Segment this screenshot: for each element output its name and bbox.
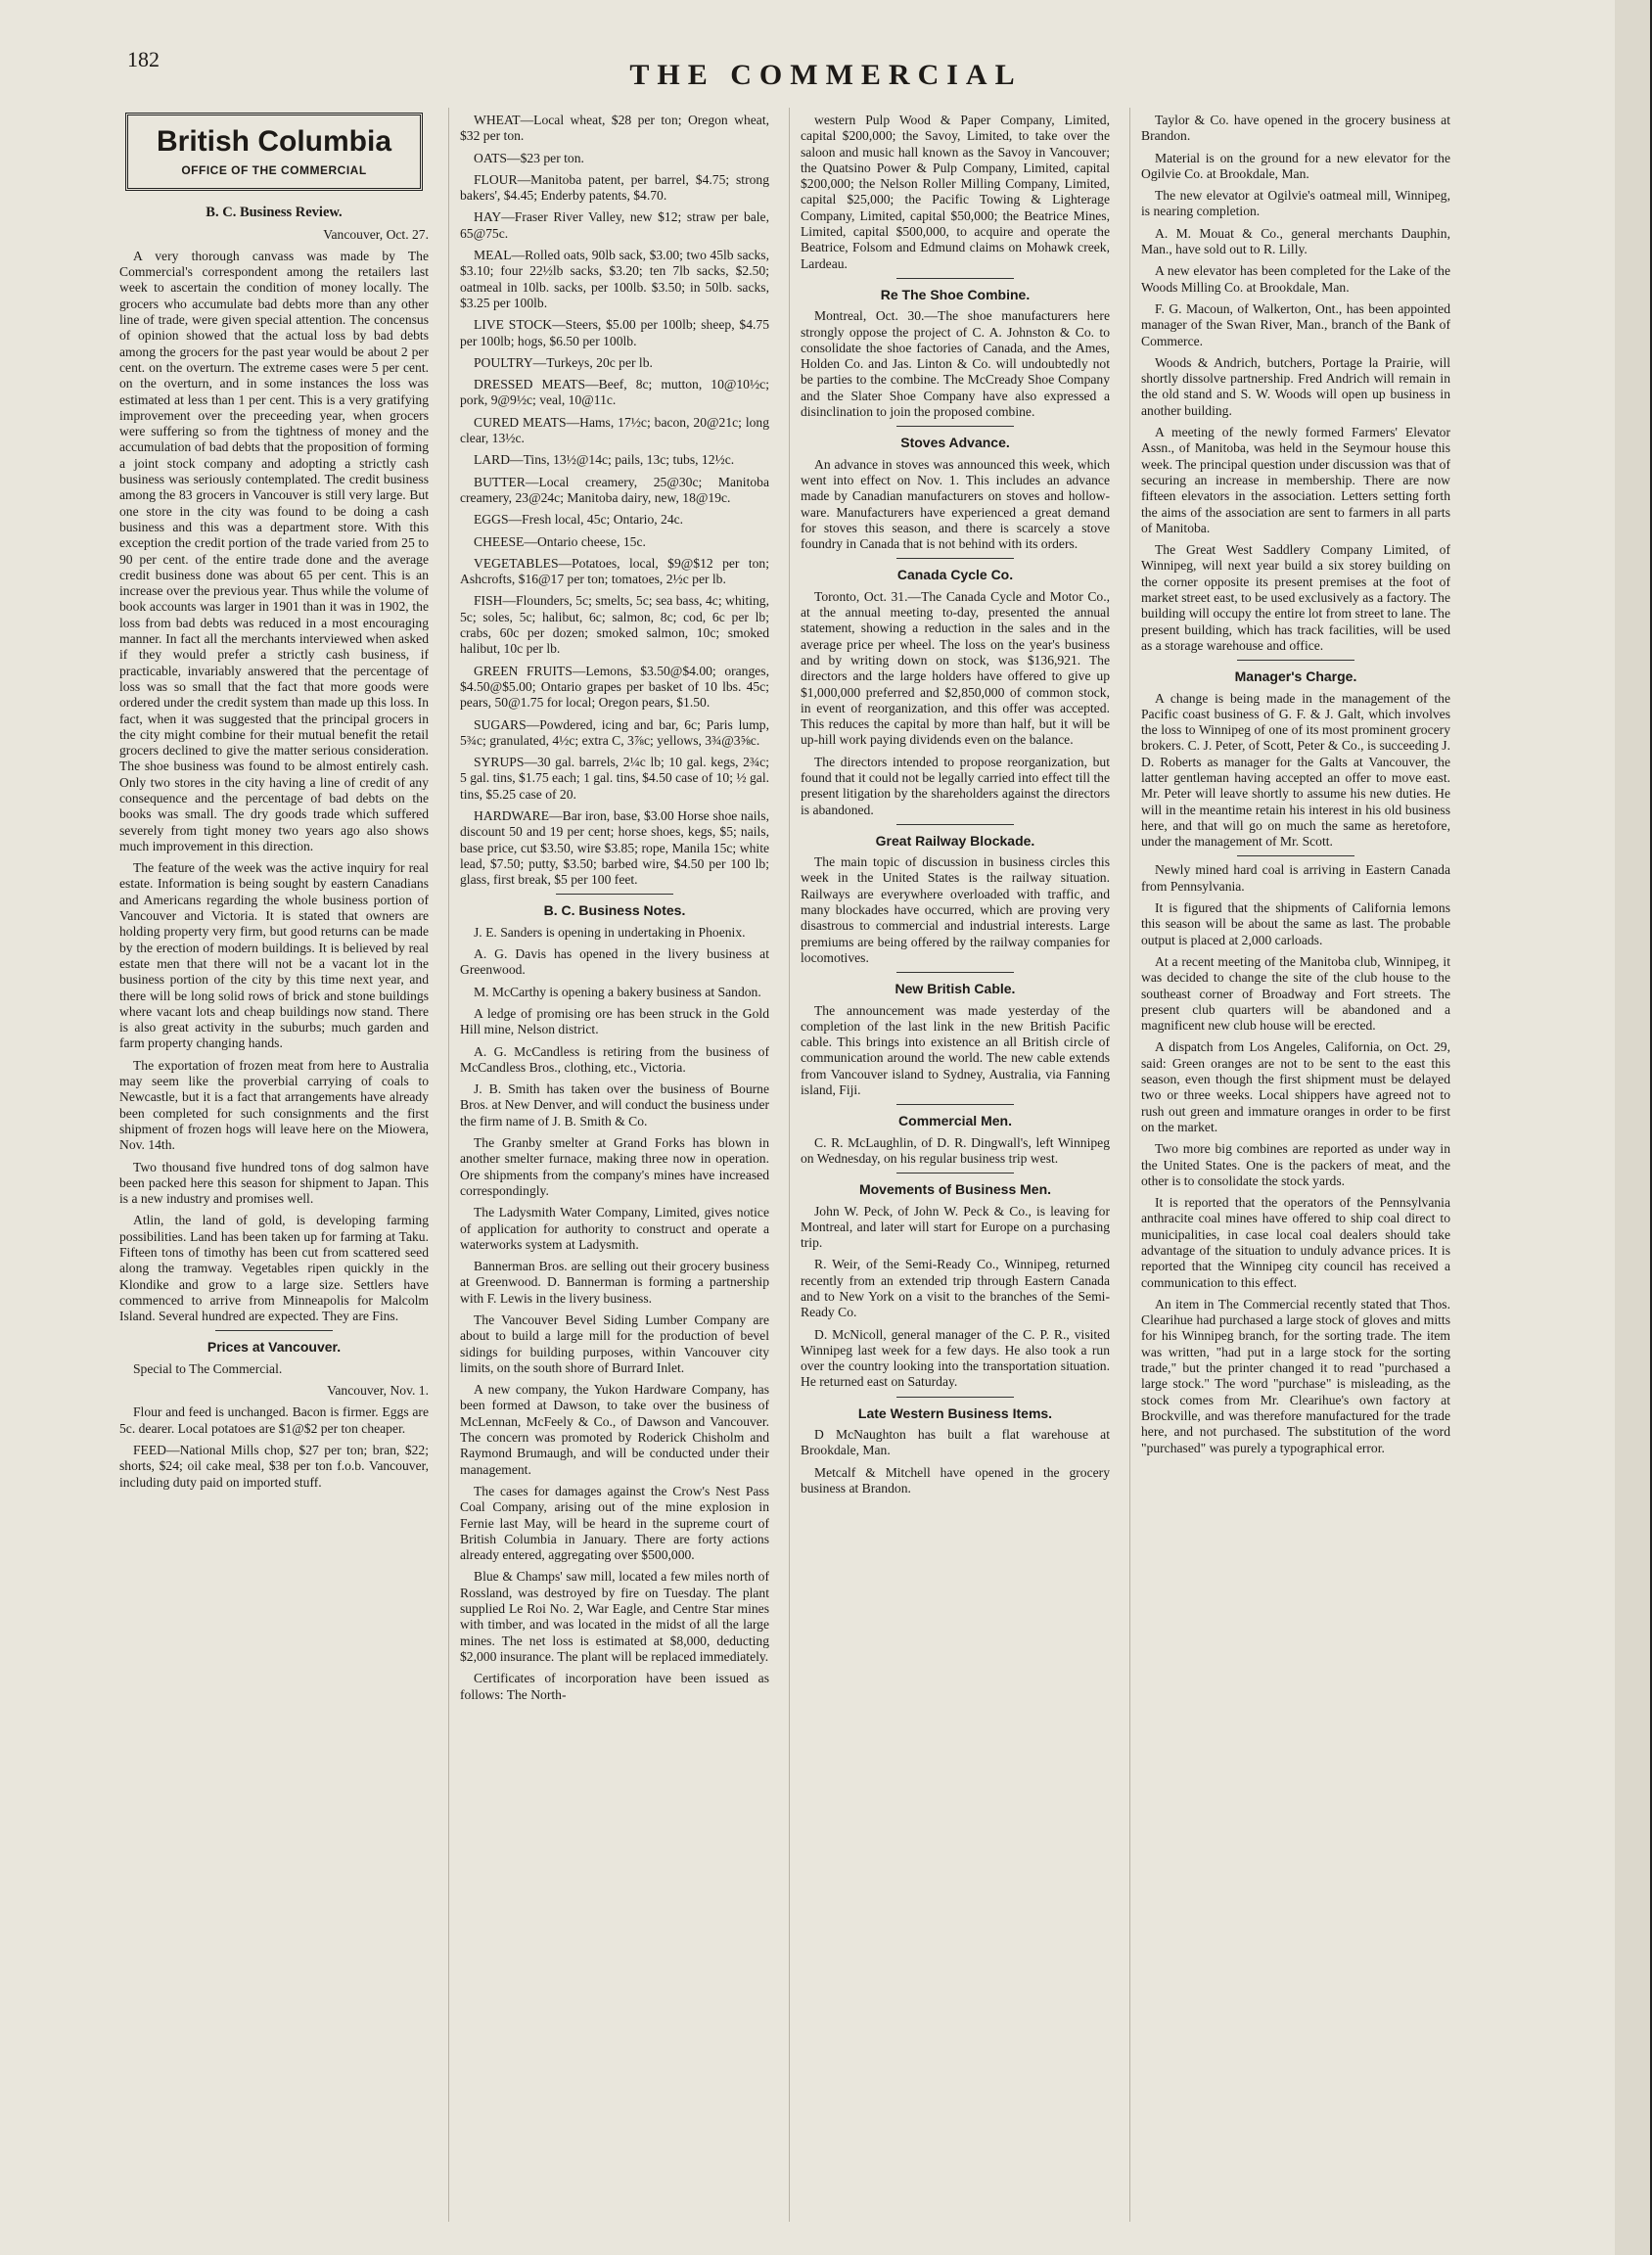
price-item: HARDWARE—Bar iron, base, $3.00 Horse shoe nails, discount 50 and 19 per cent; horse shoes, kegs, $5; nails, base price, cut $3.50, wire $3.85; rope, Manila 15c; white lead, $7.50; putty, $3.50; barbed wire, $4.50 per 100 lb; glass, first break, $5 per 100 feet. [460, 807, 769, 888]
divider [896, 1104, 1014, 1105]
paragraph: A very thorough canvass was made by The Commercial's correspondent among the retailers last week to ascertain the condition of money locally. The grocers who accumulate bad debts more than any other line of trade, were given special attention. The concensus of opinion showed that the actual loss by bad debts among the grocers for the past year would be about 2 per cent. on the overturn. The extreme cases were 5 per cent. on the overturn, and in some instances the loss was estimated at less than 1 per cent. This is a very gratifying improvement over the preceeding year, when grocers were suffering so from the tightness of money and the accumulation of bad debts that the proposition of forming a joint stock company and adopting a strictly cash business was seriously contemplated. The credit business among the 83 grocers in Vancouver is still very large. But one store in the city was found to be doing a cash business and this was a department store. With this exception the credit portion of the trade varied from 25 to 90 per cent. of the entire trade done and the average credit business done was about 65 per cent. This is an increase over the previous year. Thus while the volume of book accounts was larger in 1901 than it was in 1902, the loss from bad debts was reduced in a most encouraging manner. In fact all the merchants interviewed when asked if they would prefer a strictly cash business, if practicable, invariably answered that the percentage of loss was so small that the fact that more goods were ordered under the credit system than made up this loss. In fact, when it was suggested that the principal grocers in the city might combine for their mutual benefit the retail grocers declined to give the matter serious consideration. The shoe business was found to be almost entirely cash. Only two stores in the city having a line of credit of any consequence and the percentage of bad debts on the books was small. The dry goods trade which suffered severely from tight money two years ago also shows much improvement in this direction. [119, 248, 429, 853]
column-rule [789, 108, 790, 2222]
paragraph: John W. Peck, of John W. Peck & Co., is leaving for Montreal, and later will start for Europe on a purchasing trip. [801, 1203, 1110, 1251]
news-item: A new company, the Yukon Hardware Company, has been formed at Dawson, to take over the business of McLennan, McFeely & Co., of Dawson and Vancouver. The concern was promoted by Roderick Chisholm and Raymond Brumaugh, and will be conducted under their management. [460, 1382, 769, 1477]
paragraph: A meeting of the newly formed Farmers' Elevator Assn., of Manitoba, was held in the Seymour house this week. The principal question under discussion was that of securing an increase in membership. There are now fifteen elevators in the association. Letters setting forth the aims of the association are sent to farmers in all parts of Manitoba. [1141, 425, 1450, 535]
paragraph: The exportation of frozen meat from here to Australia may seem like the proverbial carrying of coals to Newcastle, but it is a fact that arrangements have already been completed for such consignments and the first shipment of frozen hogs will leave here on the Miowera, Nov. 14th. [119, 1057, 429, 1153]
divider [896, 1397, 1014, 1398]
price-item: OATS—$23 per ton. [474, 150, 584, 165]
paragraph: D McNaughton has built a flat warehouse at Brookdale, Man. [801, 1427, 1110, 1458]
paragraph: Metcalf & Mitchell have opened in the grocery business at Brandon. [801, 1464, 1110, 1496]
divider [896, 278, 1014, 279]
paragraph: The feature of the week was the active inquiry for real estate. Information is being sought by eastern Canadians and Americans regarding the whole business portion of Vancouver and Victoria. It is stated that owners are holding property very firm, but good returns can be made by the erection of modern buildings. It is believed by real estate men that there will not be a vacant lot in the business portion of the city by this time next year, and there will be long solid rows of brick and stone buildings where vacant lots and cheap buildings now stand. There is also great activity in the suburbs; much garden and farm property changing hands. [119, 860, 429, 1051]
paragraph: A dispatch from Los Angeles, California, on Oct. 29, said: Green oranges are not to be sent to the east this season, even though the first shipment must be delayed two or three weeks. Local shippers have agreed not to rush out green and immature oranges in order to be first on the market. [1141, 1039, 1450, 1134]
paragraph: C. R. McLaughlin, of D. R. Dingwall's, left Winnipeg on Wednesday, on his regular business trip west. [801, 1134, 1110, 1166]
price-item: LARD—Tins, 13½@14c; pails, 13c; tubs, 12½c. [474, 452, 735, 468]
paragraph: R. Weir, of the Semi-Ready Co., Winnipeg, returned recently from an extended trip through Eastern Canada and to New York on a visit to the branches of the Semi-Ready Co. [801, 1257, 1110, 1320]
paragraph: At a recent meeting of the Manitoba club, Winnipeg, it was decided to change the site of the club house to the southeast corner of Broadway and Fort streets. The present club quarters will be abandoned and a magnificent new club house will be erected. [1141, 953, 1450, 1034]
paragraph: The new elevator at Ogilvie's oatmeal mill, Winnipeg, is nearing completion. [1141, 188, 1450, 219]
price-item: BUTTER—Local creamery, 25@30c; Manitoba creamery, 23@24c; Manitoba dairy, new, 18@19c. [460, 474, 769, 505]
dateline: Vancouver, Nov. 1. [327, 1383, 429, 1399]
article-heading: B. C. Business Review. [206, 205, 343, 221]
price-item: MEAL—Rolled oats, 90lb sack, $3.00; two 45lb sacks, $3.10; four 22½lb sacks, $3.20; ten 7lb sacks, $2.50; oatmeal in 10lb. sacks, per 100lb. $3.50; in 50lb. sacks, $3.25 per 100lb. [460, 248, 769, 310]
price-item: LIVE STOCK—Steers, $5.00 per 100lb; sheep, $4.75 per 100lb; hogs, $6.50 per 100lb. [460, 317, 769, 348]
paragraph: D. McNicoll, general manager of the C. P. R., visited Winnipeg last week for a few days. He also took a run over the country looking into the transportation situation. He returned east on Saturday. [801, 1326, 1110, 1390]
paragraph: The announcement was made yesterday of the completion of the last link in the new British Pacific cable. This brings into existence an all British circle of communication around the world. The new cable extends from Vancouver island to Sydney, Australia, via Fanning island, Fiji. [801, 1002, 1110, 1098]
article-heading: B. C. Business Notes. [543, 902, 686, 919]
paragraph: Two more big combines are reported as under way in the United States. One is the packers of meat, and the other is to consolidate the stock yards. [1141, 1141, 1450, 1188]
page-number: 182 [127, 47, 160, 71]
news-item: The cases for damages against the Crow's Nest Pass Coal Company, arising out of the mine explosion in Fernie last May, will be heard in the supreme court of British Columbia in January. There are forty actions already entered, aggregating over $500,000. [460, 1483, 769, 1563]
divider [215, 1330, 333, 1331]
section-title: British Columbia [156, 125, 391, 158]
paragraph: Woods & Andrich, butchers, Portage la Prairie, will shortly dissolve partnership. Fred Andrich will remain in the old stand and S. W. Woods will open up business in another building. [1141, 354, 1450, 418]
paragraph: An advance in stoves was announced this week, which went into effect on Nov. 1. This includes an advance made by Canadian manufacturers on stoves and hollow-ware. Manufacturers have experienced a great demand for stoves this season, and there is scarcely a stove foundry in Canada that is not behind with its orders. [801, 456, 1110, 552]
paragraph: It is figured that the shipments of California lemons this season will be about the same as last. The probable output is placed at 2,000 carloads. [1141, 900, 1450, 947]
column-rule [448, 108, 449, 2222]
article-heading: Movements of Business Men. [858, 1181, 1052, 1198]
news-item: The Vancouver Bevel Siding Lumber Company are about to build a large mill for the production of bevel sidings for building purposes, within Vancouver city limits, on the south shore of Burrard Inlet. [460, 1312, 769, 1375]
price-item: CURED MEATS—Hams, 17½c; bacon, 20@21c; long clear, 13½c. [460, 414, 769, 446]
column-rule [1129, 108, 1130, 2222]
article-heading: Manager's Charge. [1234, 668, 1357, 685]
price-item: FISH—Flounders, 5c; smelts, 5c; sea bass, 4c; whiting, 5c; soles, 5c; halibut, 6c; salmon, 8c; cod, 6c per lb; crabs, 60c per dozen; smoked salmon, 10c; smoked halibut, 10c per lb. [460, 593, 769, 657]
news-item: J. B. Smith has taken over the business of Bourne Bros. at New Denver, and will conduct the business under the firm name of J. B. Smith & Co. [460, 1081, 769, 1128]
article-heading: Prices at Vancouver. [206, 1339, 342, 1356]
paragraph: The Great West Saddlery Company Limited, of Winnipeg, will next year build a six storey building on the corner opposite its present premises at the foot of market street east, to be used exclusively as a factory. The building will occupy the entire lot from street to lane. The present building, which has track facilities, will be used as a storage warehouse and office. [1141, 542, 1450, 653]
news-item: J. E. Sanders is opening in undertaking in Phoenix. [474, 924, 746, 940]
divider [1237, 660, 1354, 661]
paragraph: It is reported that the operators of the Pennsylvania anthracite coal mines have offered to ship coal direct to municipalities, in case local coal dealers should take advantage of the situation to unduly advance prices. It is reported that the Winnipeg city council has received a communication to this effect. [1141, 1195, 1450, 1290]
article-heading: Canada Cycle Co. [896, 567, 1014, 583]
news-item: The Granby smelter at Grand Forks has blown in another smelter furnace, making three now in operation. Ore shipments from the company's mines have increased correspondingly. [460, 1135, 769, 1198]
masthead: THE COMMERCIAL [629, 59, 1023, 91]
news-item: A ledge of promising ore has been struck in the Gold Hill mine, Nelson district. [460, 1005, 769, 1037]
price-item: POULTRY—Turkeys, 20c per lb. [474, 354, 653, 370]
paragraph: An item in The Commercial recently stated that Thos. Clearihue had purchased a large stock of gloves and mitts for his Winnipeg branch, for the sorting trade. The item was written, "had put in a large stock for the sorting trade," but the printer changed it to read "purchased a large stock." The word "purchase" is misleading, as the stock comes from Mr. Clearihue's own factory at Brockville, and was therefore manufactured for the trade here, and not purchased. The substitution of the word "purchased" was purely a typographical error. [1141, 1296, 1450, 1455]
price-item: WHEAT—Local wheat, $28 per ton; Oregon wheat, $32 per ton. [460, 113, 769, 144]
dateline: Vancouver, Oct. 27. [323, 226, 429, 242]
paragraph: A new elevator has been completed for the Lake of the Woods Milling Co. at Brookdale, Man. [1141, 263, 1450, 295]
paragraph: A. M. Mouat & Co., general merchants Dauphin, Man., have sold out to R. Lilly. [1141, 225, 1450, 257]
paragraph: Flour and feed is unchanged. Bacon is firmer. Eggs are 5c. dearer. Local potatoes are $1@$2 per ton cheaper. [119, 1404, 429, 1436]
column-2 [460, 113, 769, 2217]
article-heading: Late Western Business Items. [857, 1404, 1053, 1421]
paragraph: Newly mined hard coal is arriving in Eastern Canada from Pennsylvania. [1141, 862, 1450, 894]
divider [896, 824, 1014, 825]
price-item: EGGS—Fresh local, 45c; Ontario, 24c. [474, 512, 684, 528]
paragraph: Two thousand five hundred tons of dog salmon have been packed here this season for shipment to Japan. This is a new industry and promises well. [119, 1159, 429, 1207]
news-item: M. McCarthy is opening a bakery business at Sandon. [474, 984, 761, 999]
price-item: SUGARS—Powdered, icing and bar, 6c; Paris lump, 5¾c; granulated, 4½c; extra C, 3⅞c; yellows, 3¾@3⅝c. [460, 716, 769, 748]
divider [896, 558, 1014, 559]
paragraph: F. G. Macoun, of Walkerton, Ont., has been appointed manager of the Swan River, Man., branch of the Bank of Commerce. [1141, 300, 1450, 348]
paragraph: Special to The Commercial. [133, 1360, 283, 1376]
column-3 [801, 113, 1110, 2217]
news-item: The Ladysmith Water Company, Limited, gives notice of application for authority to construct and operate a waterworks system at Ladysmith. [460, 1205, 769, 1252]
price-item: FLOUR—Manitoba patent, per barrel, $4.75; strong bakers', $4.45; Enderby patents, $4.70. [460, 171, 769, 204]
article-heading: Commercial Men. [898, 1113, 1012, 1129]
news-item: Blue & Champs' saw mill, located a few miles north of Rossland, was destroyed by fire on Tuesday. The plant supplied Le Roi No. 2, War Eagle, and Centre Star mines with timber, and was located in the midst of all the large mines. The net loss is estimated at $8,000, deducting $2,000 insurance. The plant will be replaced immediately. [460, 1569, 769, 1664]
news-item: A. G. McCandless is retiring from the business of McCandless Bros., clothing, etc., Victoria. [460, 1043, 769, 1075]
paragraph: FEED—National Mills chop, $27 per ton; bran, $22; shorts, $24; oil cake meal, $38 per ton f.o.b. Vancouver, including duty paid on imported stuff. [119, 1442, 429, 1490]
news-item: Bannerman Bros. are selling out their grocery business at Greenwood. D. Bannerman is forming a partnership with F. Lewis in the livery business. [460, 1259, 769, 1306]
section-subtitle: OFFICE OF THE COMMERCIAL [181, 163, 367, 177]
divider [896, 426, 1014, 427]
price-item: CHEESE—Ontario cheese, 15c. [474, 533, 646, 549]
article-heading: Stoves Advance. [900, 435, 1010, 451]
column-4 [1141, 113, 1450, 2217]
news-item: A. G. Davis has opened in the livery business at Greenwood. [460, 946, 769, 978]
divider [1237, 855, 1354, 856]
article-heading: Great Railway Blockade. [875, 832, 1035, 849]
price-item: HAY—Fraser River Valley, new $12; straw per bale, 65@75c. [460, 209, 769, 241]
news-item: Certificates of incorporation have been issued as follows: The North- [460, 1671, 769, 1702]
paragraph: The main topic of discussion in business circles this week in the United States is the railway situation. Railways are everywhere overloaded with traffic, and many blockades have occurred, which are proving very disastrous to commercial and industrial interests. Large premiums are being offered by the railway companies for locomotives. [801, 854, 1110, 965]
price-item: DRESSED MEATS—Beef, 8c; mutton, 10@10½c; pork, 9@9½c; veal, 10@11c. [460, 377, 769, 408]
paragraph: Taylor & Co. have opened in the grocery business at Brandon. [1141, 113, 1450, 144]
column-1 [119, 113, 429, 2217]
price-item: VEGETABLES—Potatoes, local, $9@$12 per ton; Ashcrofts, $16@17 per ton; tomatoes, 2½c per lb. [460, 555, 769, 587]
paragraph: Atlin, the land of gold, is developing farming possibilities. Land has been taken up for farming at Taku. Fifteen tons of timothy has been cut from scattered seed along the tramway. Vegetables ripen quickly in the Klondike and grow to a large size. Settlers have commenced to arrive from Minneapolis for Malcolm Island. Several hundred are expected. They are Fins. [119, 1213, 429, 1324]
paragraph: Material is on the ground for a new elevator for the Ogilvie Co. at Brookdale, Man. [1141, 150, 1450, 181]
price-item: SYRUPS—30 gal. barrels, 2¼c lb; 10 gal. kegs, 2¾c; 5 gal. tins, $1.75 each; 1 gal. tins, $4.50 case of 10; ½ gal. tins, $5.25 case of 20. [460, 755, 769, 802]
paragraph: western Pulp Wood & Paper Company, Limited, capital $200,000; the Savoy, Limited, to take over the saloon and music hall known as the Savoy in Vancouver; the Quatsino Power & Pulp Company, Limited, capital $200,000; the Nelson Roller Milling Company, Limited, capital $25,000; the Pacific Towing & Lighterage Company, Limited, capital $50,000; the Beatrice Mines, Limited, capital $500,000, to acquire and operate the Beatrice, Folsom and Edmund claims on Mohawk creek, Lardeau. [801, 113, 1110, 271]
divider [556, 894, 673, 895]
divider [896, 1173, 1014, 1174]
divider [896, 972, 1014, 973]
paragraph: Toronto, Oct. 31.—The Canada Cycle and Motor Co., at the annual meeting to-day, presented the annual statement, showing a reduction in the sales and in the average price per wheel. The loss on the year's business and by writing down on stock, was $136,921. The directors and the large holders have offered to give up $1,000,000 preferred and $2,850,000 of common stock, in event of reorganization, and this offer was accepted. This reduces the capital by more than half, but it will be up-hill work paying dividends even on the balance. [801, 588, 1110, 748]
paragraph: A change is being made in the management of the Pacific coast business of G. F. & J. Galt, which involves the loss to Winnipeg of one of its most prominent grocery brokers. C. J. Peter, of Scott, Peter & Co., is succeeding J. D. Roberts as manager for the Galts at Vancouver, the latter gentleman having accepted an offer to move east. Mr. Peter will leave shortly to assume his new duties. He will in the meantime retain his interest in his old business here, and that will go on much the same as heretofore, under the management of Mr. Scott. [1141, 690, 1450, 850]
section-box [125, 113, 423, 191]
article-heading: New British Cable. [895, 981, 1016, 997]
paragraph: Montreal, Oct. 30.—The shoe manufacturers here strongly oppose the project of C. A. Johnston & Co. to consolidate the shoe factories of Canada, and the Ames, Holden Co. and Jas. Linton & Co. will undoubtedly not be parties to the combine. The McCready Shoe Company and the Slater Shoe Company have also expressed a disinclination to join the proposed combine. [801, 308, 1110, 420]
article-heading: Re The Shoe Combine. [880, 286, 1031, 302]
adjacent-page-strip [1615, 0, 1652, 2255]
paragraph: The directors intended to propose reorganization, but found that it could not be legally carried into effect till the present litigation by the shareholders against the directors is abandoned. [801, 754, 1110, 817]
price-item: GREEN FRUITS—Lemons, $3.50@$4.00; oranges, $4.50@$5.00; Ontario grapes per basket of 10 lbs. 45c; pears, 50@1.75 for local; Oregon pears, $1.50. [460, 663, 769, 711]
